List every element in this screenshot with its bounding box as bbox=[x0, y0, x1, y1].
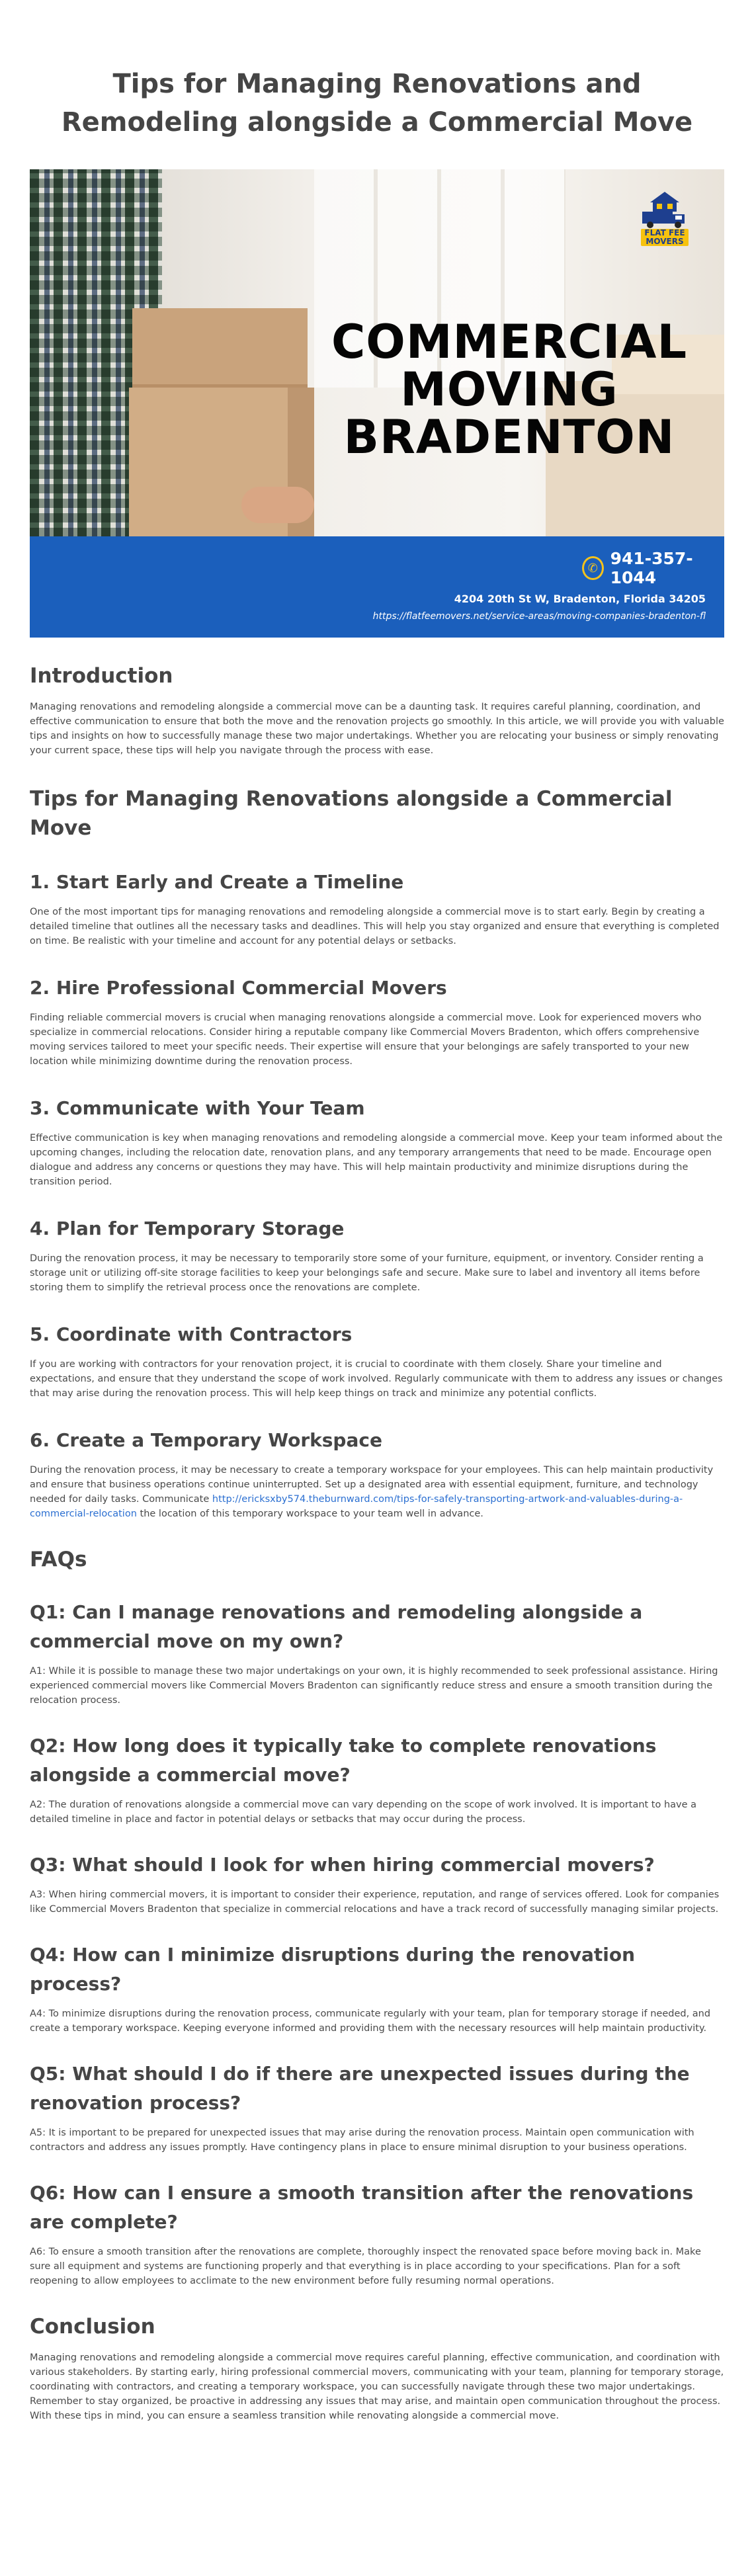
conclusion-text: Managing renovations and remodeling alongside a commercial move requires careful planning, effective communication, and coordination with various stakeholders. By starting early, hiring professional commercial movers, communicating with your team, planning for temporary storage, coordinating with contractors, and creating a temporary workspace, you can successfully navigate through these two major undertakings. Remember to stay organized, be proactive in addressing any issues that may arise, and maintain open communication throughout the process. With these tips in mind, you can ensure a seamless transition while renovating alongside a commercial move. bbox=[30, 2352, 724, 2421]
company-logo bbox=[638, 189, 691, 249]
faq-6-answer: A6: To ensure a smooth transition after the renovations are complete, thoroughly inspect the renovated space before moving back in. Make sure all equipment and systems are functioning properly and that everything is in place according to your specifications. Plan for a soft reopening to allow employees to acclimate to the new environment before fully resuming normal operations. bbox=[30, 2247, 701, 2286]
introduction-heading: Introduction bbox=[30, 664, 173, 688]
faq-3-answer: A3: When hiring commercial movers, it is important to consider their experience, reputation, and range of services offered. Look for companies like Commercial Movers Bradenton that specialize in commercial relocations and have a track record of successfully managing similar projects. bbox=[30, 1890, 720, 1915]
tip-5-text: If you are working with contractors for your renovation project, it is crucial to coordinate with them closely. Share your timeline and expectations, and ensure that they understand the scope of work involved. Regularly communicate with them to address any issues or changes that may arise during the renovation process. This will help keep things on track and minimize any potential conflicts. bbox=[30, 1359, 723, 1399]
tip-3-text: Effective communication is key when managing renovations and remodeling alongside a commercial move. Keep your team informed about the upcoming changes, including the relocation date, renovation plans, and any temporary arrangements that need to be made. Encourage open dialogue and address any concerns or questions they may have. This will help maintain productivity and minimize disruptions during the transition period. bbox=[30, 1133, 723, 1187]
faq-6-question: Q6: How can I ensure a smooth transition after the renovations are complete? bbox=[30, 2182, 694, 2233]
tip-4-title: 4. Plan for Temporary Storage bbox=[30, 1218, 345, 1239]
faqs-heading: FAQs bbox=[30, 1548, 87, 1571]
tip-3-title: 3. Communicate with Your Team bbox=[30, 1097, 365, 1119]
tip-6-link[interactable]: http://ericksxby574.theburnward.com/tips-for-safely-transporting-artwork-and-valuables-during-a-commercial-relocation bbox=[30, 1494, 683, 1519]
tips-heading: Tips for Managing Renovations alongside a Commercial Move bbox=[30, 787, 673, 840]
hero-phone-number: 941-357-1044 bbox=[610, 549, 693, 587]
hero-box-top bbox=[132, 308, 308, 397]
tip-1-text: One of the most important tips for managing renovations and remodeling alongside a commercial move is to start early. Begin by creating a detailed timeline that outlines all the necessary tasks and deadlines. This will help you stay organized and ensure that everything is completed on time. Be realistic with your timeline and account for any potential delays or setbacks. bbox=[30, 907, 720, 946]
faq-5-answer: A5: It is important to be prepared for unexpected issues that may arise during the renovation process. Maintain open communication with contractors and address any issues promptly. Have contingency plans in place to ensure minimal disruption to your business operations. bbox=[30, 2128, 694, 2153]
tip-2-text: Finding reliable commercial movers is crucial when managing renovations alongside a commercial move. Look for experienced movers who specialize in commercial relocations. Consider hiring a reputable company like Commercial Movers Bradenton, which offers comprehensive moving services tailored to meet your specific needs. Their expertise will ensure that your belongings are safely transported to your new location while minimizing downtime during the renovation process. bbox=[30, 1013, 702, 1067]
hero-url: https://flatfeemovers.net/service-areas/moving-companies-bradenton-fl bbox=[372, 611, 706, 622]
hero-hand bbox=[241, 487, 314, 523]
tip-4-text: During the renovation process, it may be necessary to temporarily store some of your furniture, equipment, or inventory. Consider renting a storage unit or utilizing off-site storage facilities to keep your belongings safe and secure. Make sure to label and inventory all items before storing them to simplify the retrieval process once the renovations are complete. bbox=[30, 1253, 704, 1293]
tip-6-title: 6. Create a Temporary Workspace bbox=[30, 1429, 382, 1451]
hero-headline-line-2: MOVING bbox=[400, 362, 618, 417]
tip-2-title: 2. Hire Professional Commercial Movers bbox=[30, 977, 447, 999]
tip-5-title: 5. Coordinate with Contractors bbox=[30, 1323, 353, 1345]
hero-headline bbox=[308, 315, 711, 464]
phone-icon: ✆ bbox=[582, 556, 604, 580]
conclusion-heading: Conclusion bbox=[30, 2315, 155, 2339]
hero-box-bottom bbox=[129, 388, 314, 556]
moving-truck-icon bbox=[638, 189, 691, 230]
hero-address: 4204 20th St W, Bradenton, Florida 34205 bbox=[454, 593, 706, 605]
hero-headline-line-3: BRADENTON bbox=[343, 410, 675, 464]
faq-3-question: Q3: What should I look for when hiring commercial movers? bbox=[30, 1854, 655, 1876]
tip-6-text-after: the location of this temporary workspace to your team well in advance. bbox=[136, 1509, 483, 1519]
faq-2-question: Q2: How long does it typically take to complete renovations alongside a commercial move? bbox=[30, 1735, 657, 1786]
tip-1-title: 1. Start Early and Create a Timeline bbox=[30, 871, 404, 893]
tip-6-text bbox=[30, 1463, 724, 1521]
logo-text: FLAT FEE MOVERS bbox=[641, 229, 689, 246]
faq-4-answer: A4: To minimize disruptions during the renovation process, communicate regularly with your team, plan for temporary storage if needed, and create a temporary workspace. Keeping everyone informed and providing them with the necessary resources will help maintain productivity. bbox=[30, 2009, 711, 2034]
hero-banner-image bbox=[30, 169, 724, 638]
faq-2-answer: A2: The duration of renovations alongside a commercial move can vary depending on the scope of work involved. It is important to have a detailed timeline in place and factor in potential delays or setbacks that may occur during the process. bbox=[30, 1800, 697, 1825]
faq-1-answer: A1: While it is possible to manage these two major undertakings on your own, it is highly recommended to seek professional assistance. Hiring experienced commercial movers like Commercial Movers Bradenton can significantly reduce stress and ensure a smooth transition during the relocation process. bbox=[30, 1666, 718, 1706]
hero-phone bbox=[582, 549, 724, 587]
faq-1-question: Q1: Can I manage renovations and remodeling alongside a commercial move on my own? bbox=[30, 1601, 643, 1652]
faq-5-question: Q5: What should I do if there are unexpected issues during the renovation process? bbox=[30, 2063, 690, 2114]
page-title: Tips for Managing Renovations and Remodeling alongside a Commercial Move bbox=[61, 69, 693, 138]
faq-4-question: Q4: How can I minimize disruptions during the renovation process? bbox=[30, 1944, 636, 1995]
hero-headline-line-1: COMMERCIAL bbox=[331, 315, 688, 369]
introduction-text: Managing renovations and remodeling alongside a commercial move can be a daunting task. It requires careful planning, coordination, and effective communication to ensure that both the move and the renovation projects go smoothly. In this article, we will provide you with valuable tips and insights on how to successfully manage these two major undertakings. Whether you are relocating your business or simply renovating your current space, these tips will help you navigate through the process with ease. bbox=[30, 702, 724, 756]
tip-6-text-before: During the renovation process, it may be necessary to create a temporary workspace for your employees. This can help maintain productivity and ensure that business operations continue uninterrupted. Set up a designated area with essential equipment, furniture, and technology needed for daily tasks. Communicate bbox=[30, 1465, 714, 1505]
